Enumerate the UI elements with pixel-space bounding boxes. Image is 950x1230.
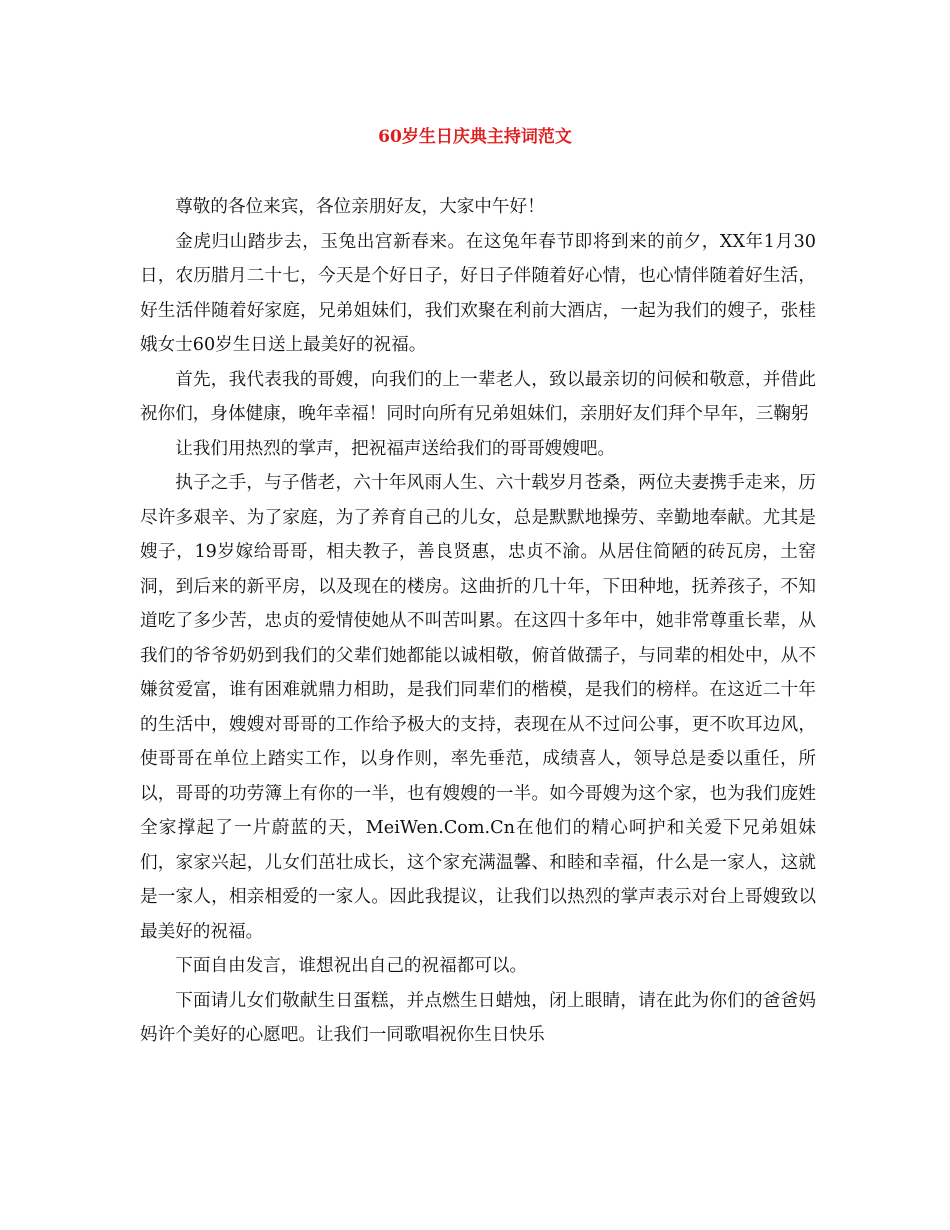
paragraph-greeting: 尊敬的各位来宾，各位亲朋好友，大家中午好！	[175, 197, 545, 217]
paragraph-respects: 首先，我代表我的哥嫂，向我们的上一辈老人，致以最亲切的问候和敬意，并借此祝你们，身体健康，晚年幸福！同时向所有兄弟姐妹们，亲朋好友们拜个早年，三鞠躬	[140, 369, 816, 424]
paragraph-free-speech: 下面自由发言，谁想祝出自己的祝福都可以。	[175, 956, 528, 976]
document-body	[140, 190, 816, 1053]
paragraph-applause: 让我们用热烈的掌声，把祝福声送给我们的哥哥嫂嫂吧。	[175, 438, 616, 459]
document-title: 60岁生日庆典主持词范文	[378, 127, 572, 147]
paragraph-opening: 金虎归山踏步去，玉兔出宫新春来。在这兔年春节即将到来的前夕，XX年1月30日，农历腊月二十七，今天是个好日子，好日子伴随着好心情，也心情伴随着好生活，好生活伴随着好家庭，兄弟姐妹们，我们欢聚在利前大酒店，一起为我们的嫂子，张桂娥女士60岁生日送上最美好的祝福。	[140, 231, 816, 355]
paragraph-cake: 下面请儿女们敬献生日蛋糕，并点燃生日蜡烛，闭上眼睛，请在此为你们的爸爸妈妈许个美好的心愿吧。让我们一同歌唱祝你生日快乐	[140, 990, 816, 1045]
paragraph-tribute: 执子之手，与子偕老，六十年风雨人生、六十载岁月苍桑，两位夫妻携手走来，历尽许多艰辛、为了家庭，为了养育自己的儿女，总是默默地操劳、幸勤地奉献。尤其是嫂子，19岁嫁给哥哥，相夫教子，善良贤惠，忠贞不渝。从居住简陋的砖瓦房，土窑洞，到后来的新平房，以及现在的楼房。这曲折的几十年，下田种地，抚养孩子，不知道吃了多少苦，忠贞的爱情使她从不叫苦叫累。在这四十多年中，她非常尊重长辈，从我们的爷爷奶奶到我们的父辈们她都能以诚相敬，俯首做孺子，与同辈的相处中，从不嫌贫爱富，谁有困难就鼎力相助，是我们同辈们的楷模，是我们的榜样。在这近二十年的生活中，嫂嫂对哥哥的工作给予极大的支持，表现在从不过问公事，更不吹耳边风，使哥哥在单位上踏实工作，以身作则，率先垂范，成绩喜人，领导总是委以重任，所以，哥哥的功劳簿上有你的一半，也有嫂嫂的一半。如今哥嫂为这个家，也为我们庞姓全家撑起了一片蔚蓝的天，MeiWen.Com.Cn在他们的精心呵护和关爱下兄弟姐妹们，家家兴起，儿女们茁壮成长，这个家充满温馨、和睦和幸福，什么是一家人，这就是一家人，相亲相爱的一家人。因此我提议，让我们以热烈的掌声表示对台上哥嫂致以最美好的祝福。	[140, 473, 816, 942]
